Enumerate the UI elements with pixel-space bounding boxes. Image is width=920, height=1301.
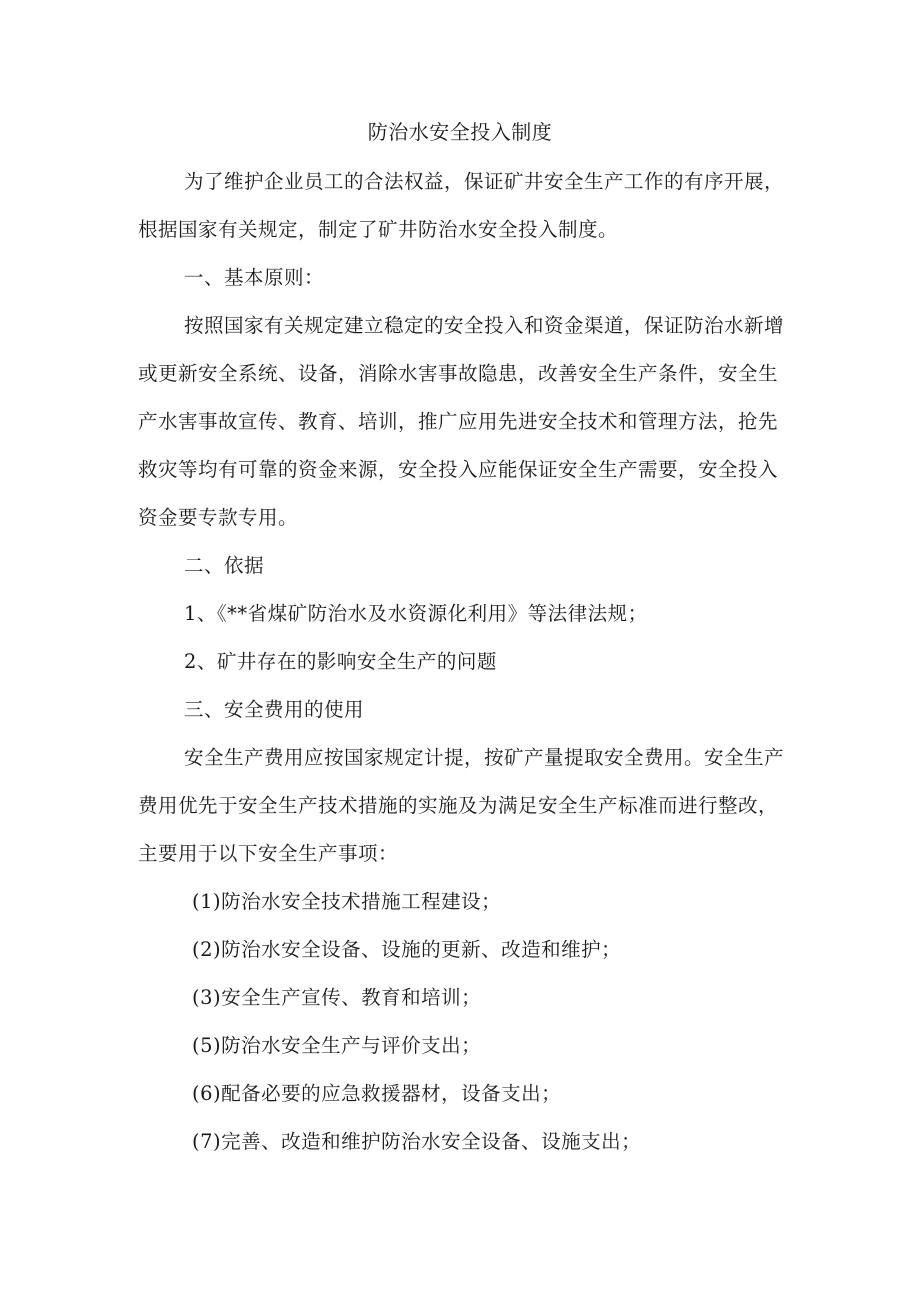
section-2-item-2: 2、矿井存在的影响安全生产的问题 [184,650,497,673]
intro-line-2: 根据国家有关规定，制定了矿井防治水安全投入制度。 [138,218,619,241]
document-title: 防治水安全投入制度 [367,120,553,144]
section-1-para-line-5: 资金要专款专用。 [138,506,299,529]
section-1-para-line-2: 或更新安全系统、设备，消除水害事故隐患，改善安全生产条件，安全生 [138,362,779,385]
section-1-para-line-3: 产水害事故宣传、教育、培训，推广应用先进安全技术和管理方法，抢先 [138,410,779,433]
list-item: (7)完善、改造和维护防治水安全设备、设施支出； [192,1130,642,1153]
section-2-heading: 二、依据 [184,554,265,577]
section-3-para-line-3: 主要用于以下安全生产事项： [138,842,399,865]
section-1-para-line-1: 按照国家有关规定建立稳定的安全投入和资金渠道，保证防治水新增 [184,314,785,337]
section-2-item-1: 1、《**省煤矿防治水及水资源化利用》等法律法规； [184,602,648,625]
list-item: (6)配备必要的应急救援器材，设备支出； [192,1082,562,1105]
section-1-heading: 一、基本原则： [184,266,325,289]
section-1-para-line-4: 救灾等均有可靠的资金来源，安全投入应能保证安全生产需要，安全投入 [138,458,779,481]
section-3-para-line-2: 费用优先于安全生产技术措施的实施及为满足安全生产标准而进行整改， [138,794,779,817]
list-item: (5)防治水安全生产与评价支出； [192,1034,482,1057]
section-3-heading: 三、安全费用的使用 [184,698,365,721]
list-item: (3)安全生产宣传、教育和培训； [192,986,482,1009]
section-3-para-line-1: 安全生产费用应按国家规定计提，按矿产量提取安全费用。安全生产 [184,746,785,769]
intro-line-1: 为了维护企业员工的合法权益，保证矿井安全生产工作的有序开展， [184,170,785,193]
list-item: (1)防治水安全技术措施工程建设； [192,890,502,913]
list-item: (2)防治水安全设备、设施的更新、改造和维护； [192,938,622,961]
